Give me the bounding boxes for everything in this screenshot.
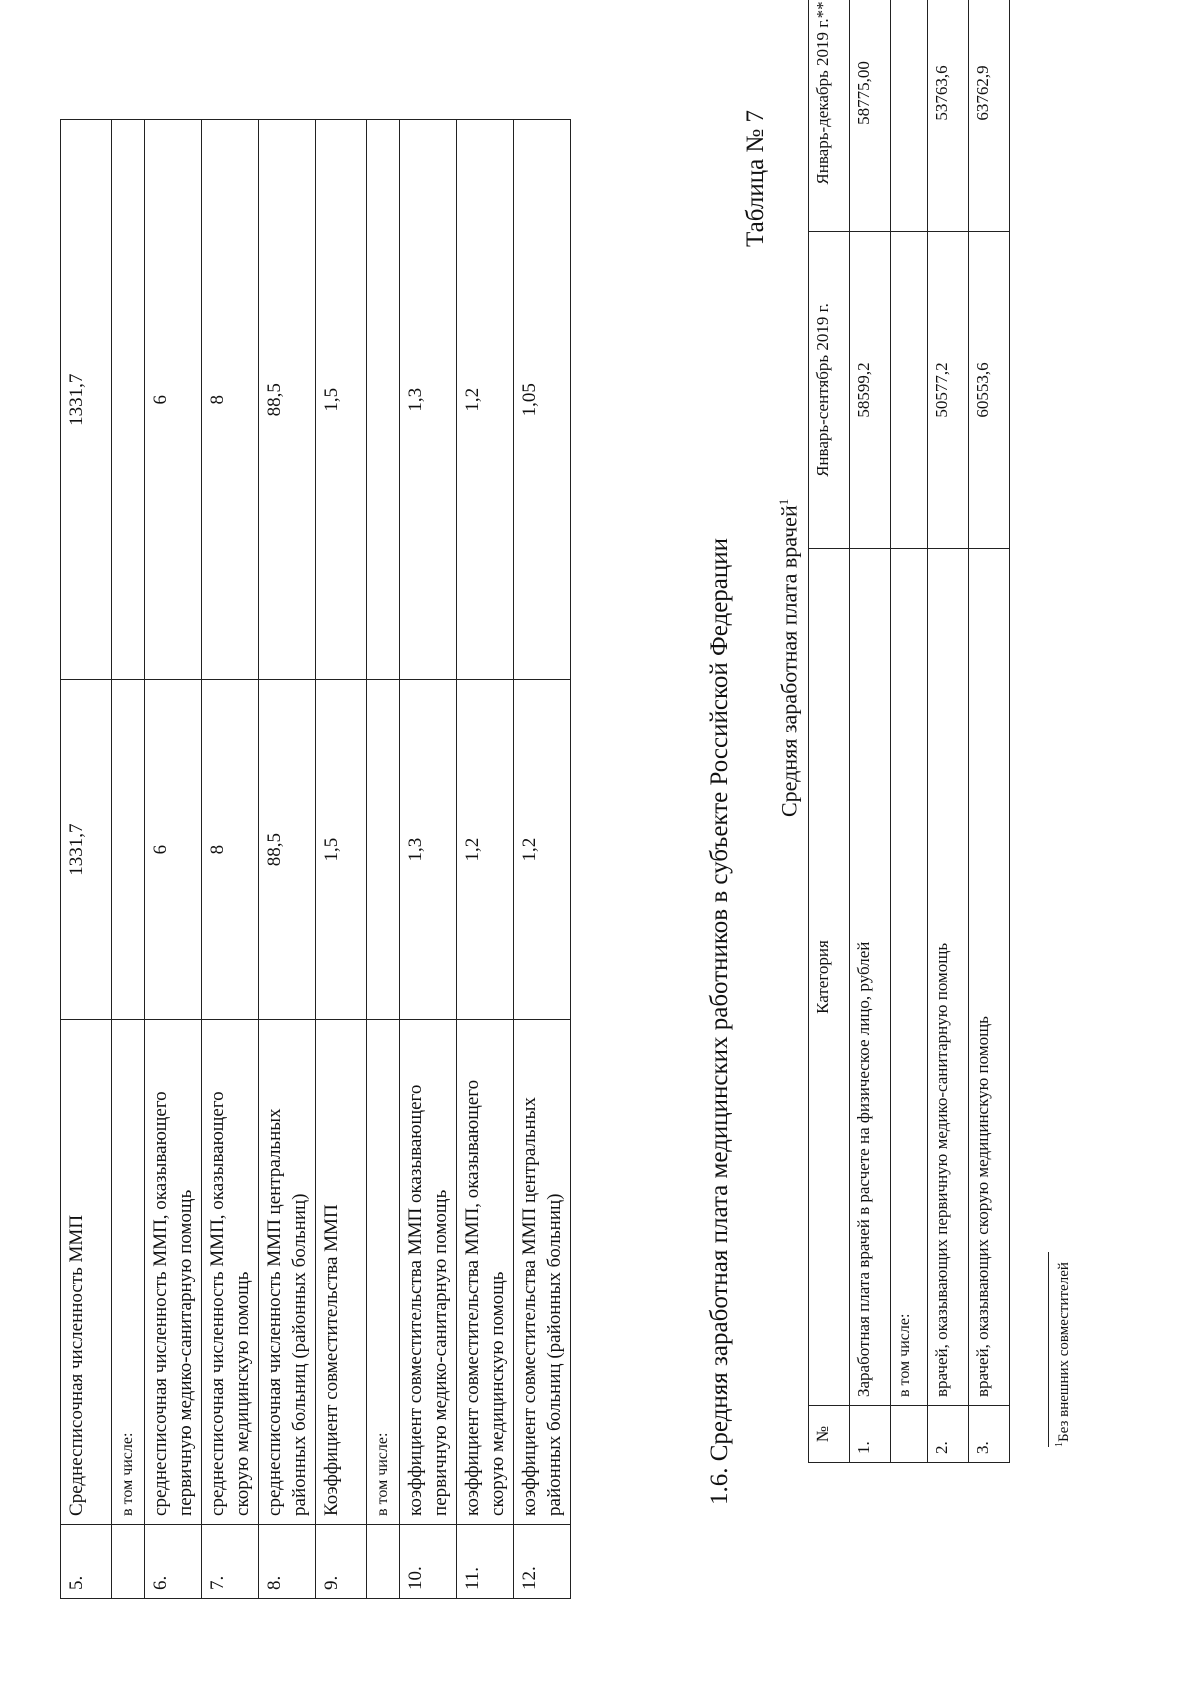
row-category: в том числе: — [112, 1019, 145, 1524]
row-value-1: 6 — [145, 680, 202, 1019]
row-category: Заработная плата врачей в расчете на физическое лицо, рублей — [850, 549, 891, 1406]
table-row — [145, 120, 202, 1599]
table-row — [928, 0, 969, 1463]
footnote — [1054, 1262, 1073, 1447]
row-number: 12. — [514, 1524, 571, 1598]
row-number — [367, 1524, 400, 1598]
table-row — [891, 0, 928, 1463]
row-value-1: 1,2 — [457, 680, 514, 1019]
row-value-1: 58599,2 — [850, 232, 891, 549]
row-value-2: 1,2 — [457, 120, 514, 680]
row-value-1: 8 — [202, 680, 259, 1019]
row-category: среднесписочная численность ММП, оказывающего первичную медико-санитарную помощь — [145, 1019, 202, 1524]
staff-table — [60, 119, 571, 1599]
row-category: Коэффициент совместительства ММП — [316, 1019, 367, 1524]
row-number: 5. — [61, 1524, 112, 1598]
row-value-2: 6 — [145, 120, 202, 680]
row-value-2: 8 — [202, 120, 259, 680]
caption-text: Средняя заработная плата врачей — [776, 505, 802, 817]
row-category: среднесписочная численность ММП центральных районных больниц (районных больниц) — [259, 1019, 316, 1524]
row-value-1: 88,5 — [259, 680, 316, 1019]
row-value-1: 1331,7 — [61, 680, 112, 1019]
row-category: врачей, оказывающих первичную медико-санитарную помощь — [928, 549, 969, 1406]
row-value-2: 63762,9 — [969, 0, 1010, 232]
row-number — [112, 1524, 145, 1598]
row-category: коэффициент совместительства ММП центральных районных больниц (районных больниц) — [514, 1019, 571, 1524]
row-value-1: 50577,2 — [928, 232, 969, 549]
row-value-2 — [112, 120, 145, 680]
row-number: 10. — [400, 1524, 457, 1598]
row-category: коэффициент совместительства ММП оказывающего первичную медико-санитарную помощь — [400, 1019, 457, 1524]
row-value-1 — [367, 680, 400, 1019]
header-category: Категория — [809, 549, 850, 1406]
row-category: коэффициент совместительства ММП, оказывающего скорую медицинскую помощь — [457, 1019, 514, 1524]
table-number: Таблица № 7 — [742, 109, 769, 247]
row-value-2: 1,3 — [400, 120, 457, 680]
table-row — [316, 120, 367, 1599]
row-value-2: 1,05 — [514, 120, 571, 680]
row-value-2 — [891, 0, 928, 232]
row-value-1 — [891, 232, 928, 549]
footnote-mark: 1 — [1054, 1442, 1065, 1447]
row-value-2: 1,5 — [316, 120, 367, 680]
footnote-divider — [1048, 1252, 1049, 1447]
table-caption — [776, 499, 802, 817]
row-number: 7. — [202, 1524, 259, 1598]
row-category: среднесписочная численность ММП, оказывающего скорую медицинскую помощь — [202, 1019, 259, 1524]
table-header-row — [809, 0, 850, 1463]
table-row — [850, 0, 891, 1463]
row-category: врачей, оказывающих скорую медицинскую помощь — [969, 549, 1010, 1406]
table-row — [400, 120, 457, 1599]
table-row — [367, 120, 400, 1599]
row-value-2: 53763,6 — [928, 0, 969, 232]
row-value-2: 1331,7 — [61, 120, 112, 680]
row-value-1: 1,5 — [316, 680, 367, 1019]
row-number: 3. — [969, 1406, 1010, 1463]
header-jan-sep: Январь-сентябрь 2019 г. — [809, 232, 850, 549]
table-row — [514, 120, 571, 1599]
row-category: в том числе: — [891, 549, 928, 1406]
header-jan-dec: Январь-декабрь 2019 г.** — [809, 0, 850, 232]
row-number: 6. — [145, 1524, 202, 1598]
caption-footnote-mark: 1 — [776, 498, 791, 506]
row-value-1 — [112, 680, 145, 1019]
row-value-1: 1,2 — [514, 680, 571, 1019]
row-number: 9. — [316, 1524, 367, 1598]
row-value-1: 60553,6 — [969, 232, 1010, 549]
header-number: № — [809, 1406, 850, 1463]
row-category: в том числе: — [367, 1019, 400, 1524]
row-number: 2. — [928, 1406, 969, 1463]
row-value-2: 58775,00 — [850, 0, 891, 232]
footnote-text: Без внешних совместителей — [1056, 1262, 1072, 1442]
table-row — [259, 120, 316, 1599]
section-title: 1.6. Средняя заработная плата медицинских работников в субъекте Российской Федерации — [706, 537, 733, 1505]
row-number: 11. — [457, 1524, 514, 1598]
table-row — [202, 120, 259, 1599]
row-value-1: 1,3 — [400, 680, 457, 1019]
row-category: Среднесписочная численность ММП — [61, 1019, 112, 1524]
table-row — [969, 0, 1010, 1463]
salary-table — [808, 0, 1010, 1463]
table-row — [61, 120, 112, 1599]
row-number: 8. — [259, 1524, 316, 1598]
table-row — [112, 120, 145, 1599]
row-value-2: 88,5 — [259, 120, 316, 680]
row-value-2 — [367, 120, 400, 680]
row-number — [891, 1406, 928, 1463]
row-number: 1. — [850, 1406, 891, 1463]
table-row — [457, 120, 514, 1599]
